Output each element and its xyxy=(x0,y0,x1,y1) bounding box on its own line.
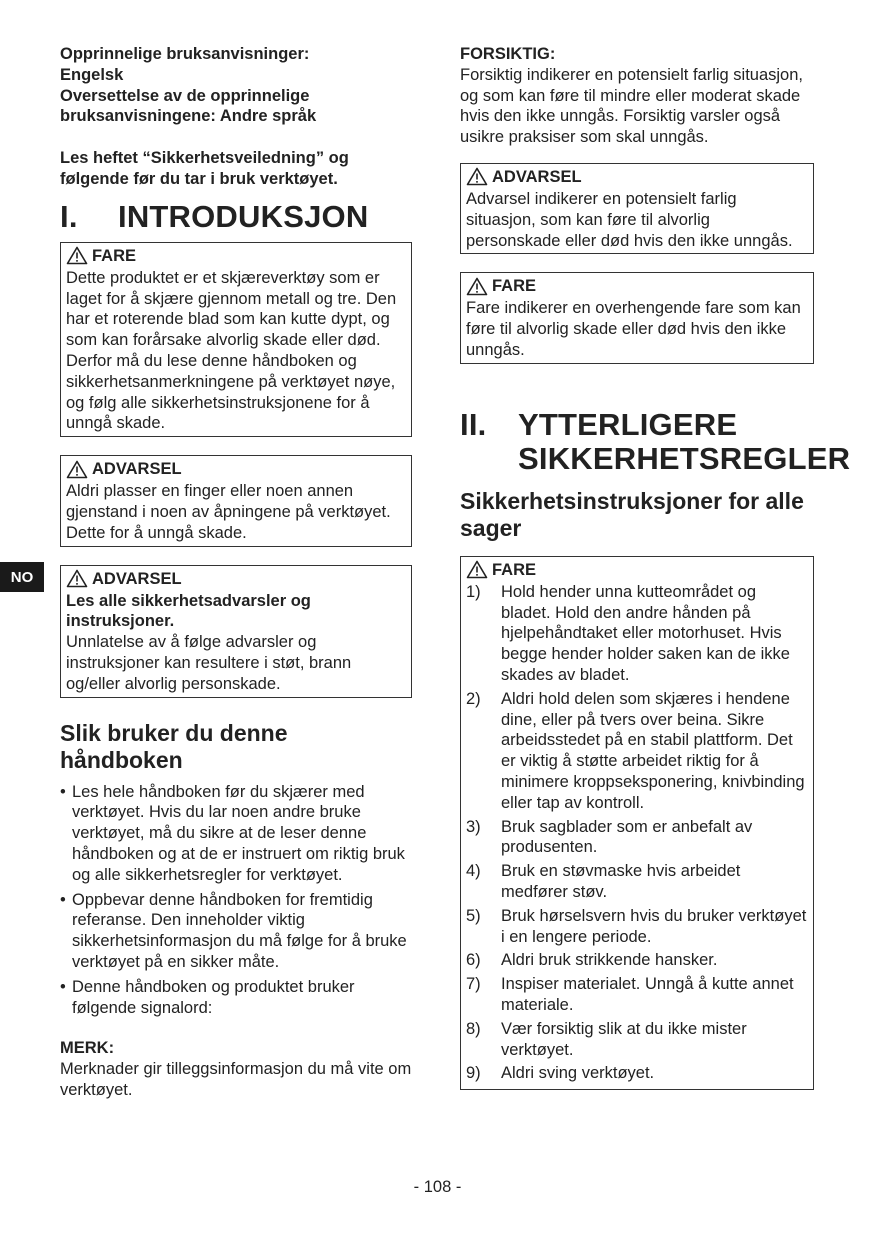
item-text: Hold hender unna kutteområdet og bladet. Hold den andre hånden på hjelpehåndtaket eller motorhuset. Hvis begge hender holder saken kan de ikke skades av bladet. xyxy=(501,582,790,684)
warning-text: Aldri plasser en finger eller noen annen gjenstand i noen av åpningene på verktøyet. Dette for å unngå skade. xyxy=(66,482,391,542)
danger-text: Fare indikerer en overhengende fare som kan føre til alvorlig skade eller død hvis den ikke unngås. xyxy=(466,299,801,359)
bullet-list xyxy=(60,782,412,1019)
item-number: 5) xyxy=(466,906,481,925)
section-title-line: YTTERLIGERE xyxy=(518,406,738,442)
danger-text: Dette produktet er et skjæreverktøy som er laget for å skjære gjennom metall og tre. Den har et roterende blad som kan kutte dypt, og som kan forårsake alvorlig skade eller død. Derfor må du lese denne håndboken og sikkerhetsanmerkningene på verktøyet nøye, og følg alle sikkerhetsinstruksjonene for å unngå skade. xyxy=(66,268,397,433)
read-notice: Les heftet “Sikkerhetsveiledning” og følgende før du tar i bruk verktøyet. xyxy=(60,149,349,188)
right-column xyxy=(460,44,851,1090)
list-item: • Denne håndboken og produktet bruker følgende signalord: xyxy=(60,977,412,1019)
caution-label: FORSIKTIG: xyxy=(460,45,556,63)
section-title-line: SIKKERHETSREGLER xyxy=(518,440,851,476)
list-item: • Oppbevar denne håndboken for fremtidig referanse. Den inneholder viktig sikkerhetsinformasjon du må følge for å bruke verktøyet på en sikker måte. xyxy=(60,890,412,973)
danger-box-header xyxy=(66,246,406,266)
header-line: Opprinnelige bruksanvisninger: xyxy=(60,45,310,63)
item-text: Bruk en støvmaske hvis arbeidet medfører støv. xyxy=(501,862,741,901)
warning-box-header xyxy=(66,569,406,589)
warning-label: ADVARSEL xyxy=(92,569,182,588)
list-item xyxy=(466,689,808,814)
warning-label: ADVARSEL xyxy=(492,167,582,186)
danger-label: FARE xyxy=(92,246,137,265)
header-block xyxy=(60,44,412,127)
danger-label: FARE xyxy=(492,560,537,579)
header-line: Oversettelse av de opprinnelige xyxy=(60,86,310,105)
section-heading-introduksjon xyxy=(60,200,412,234)
item-number: 6) xyxy=(466,951,481,970)
list-item: • Les hele håndboken før du skjærer med verktøyet. Hvis du lar noen andre bruke verktøyet, må du sikre at de leser denne håndboken og at de er instruert om riktig bruk og alle sikkerhetsregler for verktøyet. xyxy=(60,782,412,886)
list-item xyxy=(466,974,808,1016)
list-item xyxy=(466,1063,808,1084)
section-title xyxy=(518,408,850,476)
warning-box-header xyxy=(466,167,808,187)
numbered-list xyxy=(466,582,808,1084)
list-item xyxy=(466,861,808,903)
list-item xyxy=(466,582,808,686)
warning-text: Advarsel indikerer en potensielt farlig situasjon, som kan føre til alvorlig personskade eller død hvis den ikke unngås. xyxy=(466,189,793,250)
danger-list-box xyxy=(460,556,814,1090)
page-number: - 108 - xyxy=(413,1178,462,1196)
item-number: 8) xyxy=(466,1019,481,1038)
language-tab: NO xyxy=(0,562,44,592)
note-text: Merknader gir tilleggsinformasjon du må vite om verktøyet. xyxy=(60,1060,412,1099)
header-line: bruksanvisningene: Andre språk xyxy=(60,107,317,126)
item-text: Aldri hold delen som skjæres i hendene dine, eller på tvers over beina. Sikre arbeidsstedet på en stabil plattform. Det er viktig å støtte arbeidet riktig for å minimere kroppseksponering, knivbinding eller tap av kontroll. xyxy=(501,689,805,812)
section-number: I. xyxy=(60,198,78,234)
warning-text: Unnlatelse av å følge advarsler og instruksjoner kan resultere i støt, brann og/eller alvorlig personskade. xyxy=(66,633,352,693)
left-column xyxy=(60,44,412,1101)
danger-box-header xyxy=(466,560,808,580)
warning-triangle-icon xyxy=(66,246,88,265)
item-text: Bruk sagblader som er anbefalt av produsenten. xyxy=(501,817,753,857)
danger-box-header xyxy=(466,276,808,296)
subsection-title: Slik bruker du denne håndboken xyxy=(60,719,288,773)
item-text: Bruk hørselsvern hvis du bruker verktøyet i en lengere periode. xyxy=(501,906,807,946)
subsection-title: Sikkerhetsinstruksjoner for alle sager xyxy=(460,487,804,541)
item-number: 7) xyxy=(466,975,481,994)
section-title: INTRODUKSJON xyxy=(118,198,369,234)
danger-box xyxy=(60,242,412,437)
warning-triangle-icon xyxy=(466,167,488,186)
note-label: MERK: xyxy=(60,1039,115,1058)
list-item xyxy=(466,906,808,948)
danger-label: FARE xyxy=(492,277,537,296)
header-line: Engelsk xyxy=(60,65,124,84)
item-text: Aldri sving verktøyet. xyxy=(501,1064,655,1083)
warning-triangle-icon xyxy=(466,560,488,579)
list-item xyxy=(466,950,808,971)
warning-bold-text: Les alle sikkerhetsadvarsler og instruksjoner. xyxy=(66,591,311,631)
item-text: Aldri bruk strikkende hansker. xyxy=(501,951,718,970)
list-item xyxy=(466,1019,808,1061)
item-number: 1) xyxy=(466,582,481,601)
warning-triangle-icon xyxy=(466,277,488,296)
item-number: 3) xyxy=(466,817,481,836)
list-item xyxy=(466,817,808,859)
item-text: Inspiser materialet. Unngå å kutte annet materiale. xyxy=(501,975,794,1014)
danger-box xyxy=(460,272,814,363)
warning-box xyxy=(60,455,412,546)
section-number: II. xyxy=(460,406,487,442)
item-number: 4) xyxy=(466,862,481,881)
item-text: Vær forsiktig slik at du ikke mister verktøyet. xyxy=(501,1019,747,1059)
section-heading-ytterligere xyxy=(460,406,851,476)
warning-triangle-icon xyxy=(66,569,88,588)
item-number: 2) xyxy=(466,689,481,708)
warning-label: ADVARSEL xyxy=(92,460,182,479)
warning-box-header xyxy=(66,459,406,479)
warning-box xyxy=(460,163,814,254)
warning-triangle-icon xyxy=(66,460,88,479)
warning-box xyxy=(60,565,412,698)
item-number: 9) xyxy=(466,1064,481,1083)
caution-text: Forsiktig indikerer en potensielt farlig situasjon, og som kan føre til mindre eller moderat skade hvis den ikke unngås. Forsiktig varsler også usikre praksiser som skal unngås. xyxy=(460,65,803,147)
